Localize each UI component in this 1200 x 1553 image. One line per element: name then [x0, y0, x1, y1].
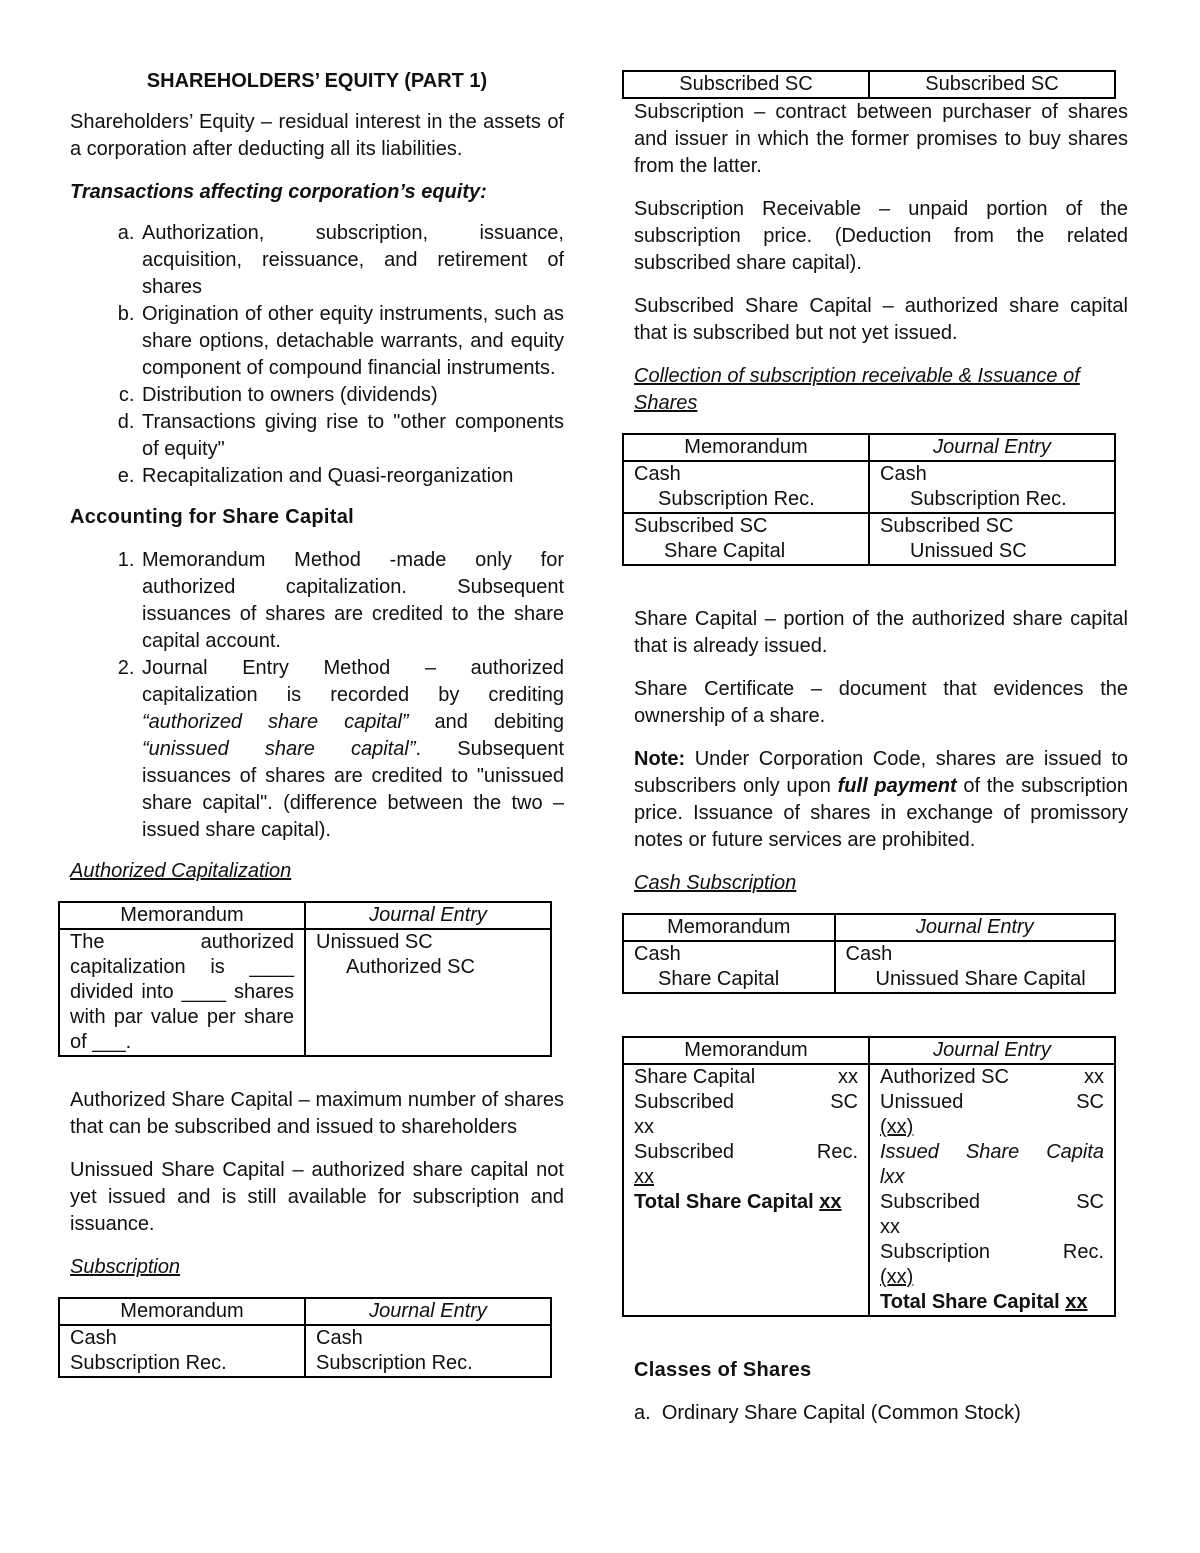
definition-equity: Shareholders’ Equity – residual interest in the assets of a corporation after deducting all its liabilities. [70, 111, 564, 160]
table-cell: The authorized capitalization is ____ divided into ____ shares with par value per share of ___. [59, 929, 305, 1056]
table-line: Authorized SC [346, 956, 475, 978]
method-text: Journal Entry Method – authorized capitalization is recorded by crediting [142, 657, 564, 706]
definition-unissued: Unissued Share Capital – authorized share capital not yet issued and is still available for subscription and issuance. [70, 1159, 564, 1235]
total-amount: xx [1065, 1291, 1088, 1313]
table-line: Cash [634, 463, 681, 485]
definition-share-certificate: Share Certificate – document that evidences the ownership of a share. [634, 678, 1128, 727]
class-item-text: Ordinary Share Capital (Common Stock) [661, 1402, 1021, 1424]
table-header: Journal Entry [835, 914, 1115, 941]
table-line: Capita [1046, 1141, 1104, 1163]
table-line: Subscribed SC [880, 515, 1014, 537]
table-line: Subscribed [634, 1091, 735, 1113]
note-label: Note: [634, 748, 686, 770]
table-header: Journal Entry [305, 1298, 551, 1325]
cash-subscription-table [622, 913, 1116, 994]
table-cell [305, 1325, 551, 1377]
subscription-heading: Subscription [70, 1256, 181, 1278]
method-text-italic: “unissued share capital” [142, 738, 416, 760]
table-line: Authorized SC [880, 1066, 1009, 1088]
list-item [140, 655, 564, 844]
share-capital-presentation-table [622, 1036, 1116, 1317]
classes-heading: Classes of Shares [634, 1359, 812, 1381]
table-line: Subscription Rec. [910, 488, 1067, 510]
table-line: Unissued SC [316, 931, 433, 953]
list-item: b. Origination of other equity instruments, such as share options, detachable warrants, and equity component of compound financial instruments. [140, 301, 564, 382]
transactions-heading: Transactions affecting corporation’s equity: [70, 181, 487, 203]
method-text-italic: “authorized share capital” [142, 711, 409, 733]
left-column [70, 70, 564, 1394]
table-cell [623, 461, 869, 513]
table-header: Subscribed SC [623, 71, 869, 98]
note-emphasis: full payment [837, 775, 957, 797]
table-cell [835, 941, 1115, 993]
table-line: Cash [634, 943, 681, 965]
definition-subscription: Subscription – contract between purchaser of shares and issuer in which the former promises to buy shares from the latter. [634, 101, 1128, 177]
table-header: Memorandum [623, 914, 835, 941]
table-line: Share Capital [634, 1066, 756, 1088]
list-item: d. Transactions giving rise to "other components of equity" [140, 409, 564, 463]
class-item [634, 1400, 1128, 1427]
table-line: Unissued [880, 1091, 964, 1113]
table-cell [623, 941, 835, 993]
methods-list [70, 547, 564, 844]
list-item: 1. Memorandum Method -made only for authorized capitalization. Subsequent issuances of shares are credited to the share capital account. [140, 547, 564, 655]
authorized-capitalization-table [58, 901, 552, 1057]
table-line: SC [1076, 1191, 1104, 1213]
table-cell [869, 513, 1115, 565]
table-line: Cash [316, 1327, 363, 1349]
table-line: Unissued SC [910, 540, 1027, 562]
table-cell [59, 1325, 305, 1377]
table-line: Cash [70, 1327, 117, 1349]
amount: xx [838, 1066, 858, 1088]
table-header: Memorandum [623, 1037, 869, 1064]
collection-table [622, 433, 1116, 566]
amount: xx [880, 1216, 900, 1238]
definition-subscribed-share-capital: Subscribed Share Capital – authorized share capital that is subscribed but not yet issued. [634, 295, 1128, 344]
table-line: Subscribed [880, 1191, 981, 1213]
transactions-list [70, 220, 564, 490]
amount: lxx [880, 1166, 905, 1188]
amount: (xx) [880, 1266, 914, 1288]
table-line: Subscription Rec. [316, 1352, 473, 1374]
total-label: Total Share Capital [634, 1191, 814, 1213]
amount: xx [1084, 1066, 1104, 1088]
table-line: Subscription Rec. [658, 488, 815, 510]
table-line: SC [830, 1091, 858, 1113]
table-line: Subscription [880, 1241, 991, 1263]
table-header: Journal Entry [869, 1037, 1115, 1064]
note-paragraph [634, 746, 1128, 854]
table-cell [623, 1064, 869, 1316]
table-cell [305, 929, 551, 1056]
table-header: Journal Entry [305, 902, 551, 929]
table-line: Cash [880, 463, 927, 485]
collection-heading: Collection of subscription receivable & Issuance of Shares [634, 365, 1080, 414]
amount: xx [634, 1166, 654, 1188]
table-header: Subscribed SC [869, 71, 1115, 98]
table-line: Share [965, 1141, 1020, 1163]
table-line: Unissued Share Capital [875, 968, 1086, 990]
definition-authorized: Authorized Share Capital – maximum number of shares that can be subscribed and issued to shareholders [70, 1089, 564, 1138]
subscribed-sc-table [622, 70, 1116, 99]
table-line: Share Capital [664, 540, 786, 562]
total-label: Total Share Capital [880, 1291, 1060, 1313]
table-line: Subscribed SC [634, 515, 768, 537]
cash-subscription-heading: Cash Subscription [634, 872, 797, 894]
right-column [634, 70, 1128, 1443]
table-line: Subscribed [634, 1141, 735, 1163]
table-cell [623, 513, 869, 565]
list-item: a. Authorization, subscription, issuance, acquisition, reissuance, and retirement of shares [140, 220, 564, 301]
table-line: SC [1076, 1091, 1104, 1113]
table-line: Issued [880, 1141, 939, 1163]
authorized-capitalization-heading: Authorized Capitalization [70, 860, 292, 882]
note-text: of the subscription price. Issuance of shares in exchange of promissory notes or future services are prohibited. [634, 775, 1129, 851]
table-line: Cash [845, 943, 893, 965]
table-cell [869, 1064, 1115, 1316]
table-header: Memorandum [59, 1298, 305, 1325]
table-line: Share Capital [658, 968, 780, 990]
definition-share-capital: Share Capital – portion of the authorized share capital that is already issued. [634, 608, 1128, 657]
total-amount: xx [819, 1191, 842, 1213]
table-header: Journal Entry [869, 434, 1115, 461]
list-item: c. Distribution to owners (dividends) [140, 382, 564, 409]
table-line: Rec. [816, 1141, 858, 1163]
subscription-table [58, 1297, 552, 1378]
table-line: Rec. [1062, 1241, 1104, 1263]
accounting-heading: Accounting for Share Capital [70, 506, 354, 528]
method-text: . Subsequent issuances of shares are credited to "unissued share capital". (difference between the two – issued share capital). [142, 738, 564, 841]
method-text: and debiting [408, 711, 564, 733]
definition-subscription-receivable: Subscription Receivable – unpaid portion of the subscription price. (Deduction from the related subscribed share capital). [634, 198, 1128, 274]
amount: xx [634, 1116, 654, 1138]
list-item: e. Recapitalization and Quasi-reorganization [140, 463, 564, 490]
page-title: SHAREHOLDERS’ EQUITY (PART 1) [146, 70, 488, 92]
amount: (xx) [880, 1116, 914, 1138]
list-marker: a. [634, 1402, 651, 1424]
note-text: Under Corporation Code, shares are issued to subscribers only upon [634, 748, 1128, 797]
table-line: Subscription Rec. [70, 1352, 227, 1374]
table-cell [869, 461, 1115, 513]
table-header: Memorandum [623, 434, 869, 461]
table-header: Memorandum [59, 902, 305, 929]
